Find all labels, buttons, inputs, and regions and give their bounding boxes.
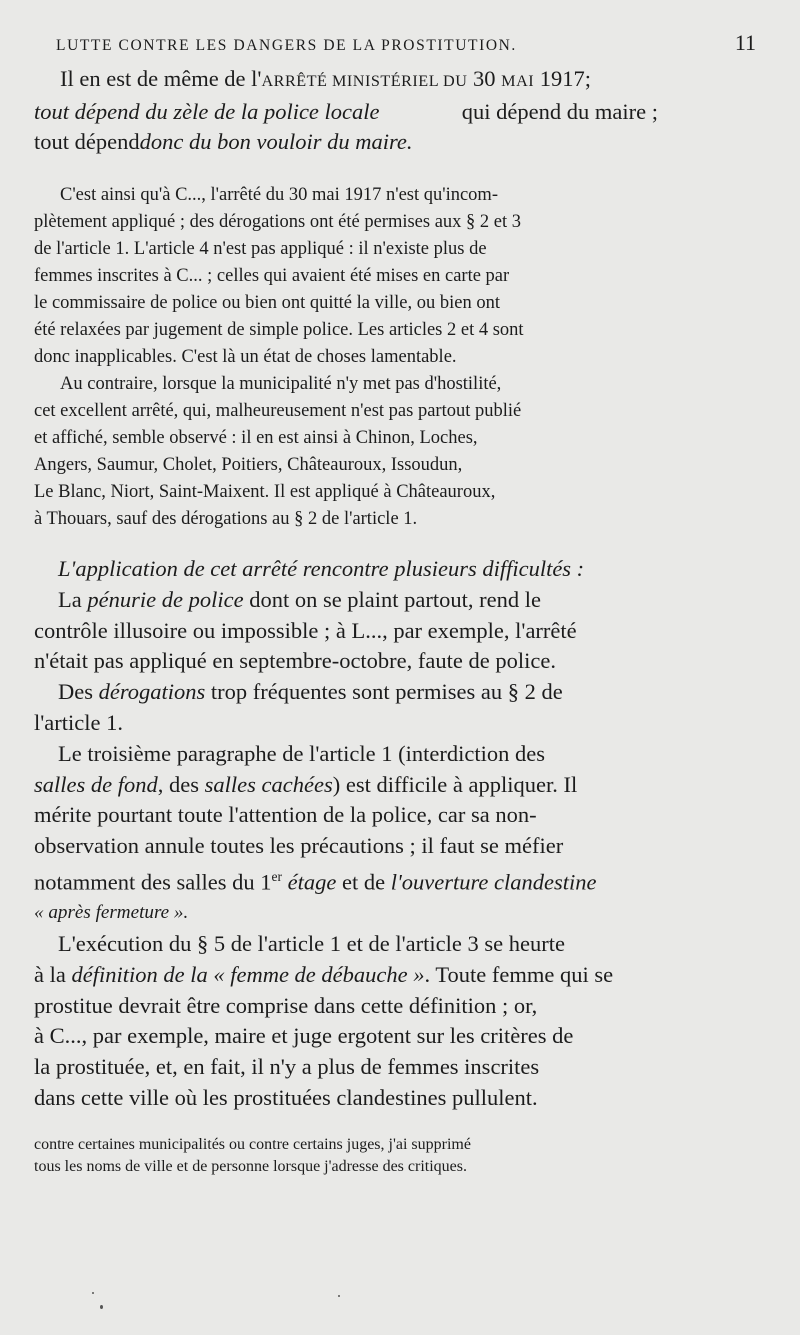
small-caps-run: ARRÊTÉ MINISTÉRIEL DU (261, 72, 468, 90)
italic-run: l'ouverture clandestine (390, 869, 597, 895)
text-line: été relaxées par jugement de simple police. Les articles 2 et 4 sont (34, 320, 524, 340)
small-caps-run: MAI (501, 72, 535, 90)
text-line: la prostituée, et, en fait, il n'y a plus de femmes inscrites (34, 1054, 540, 1080)
section-heading (34, 554, 658, 585)
text-run: 1917; (534, 66, 592, 91)
italic-run: donc du bon vouloir du maire. (139, 129, 413, 154)
italic-run: tout dépend du zèle de la police locale (34, 98, 380, 124)
italic-run: dérogations (98, 679, 206, 705)
footnote-line: contre certaines municipalités ou contre certains juges, j'ai supprimé (34, 1136, 471, 1153)
report-paragraphs (34, 182, 658, 533)
text-line (34, 677, 658, 708)
text-line: Au contraire, lorsque la municipalité n'y met pas d'hostilité, (60, 374, 502, 394)
text-run: dont on se plaint partout, rend le (243, 586, 541, 612)
paper-speck (100, 1305, 103, 1309)
superscript: er (271, 868, 282, 884)
text-line: observation annule toutes les précautions ; il faut se méfier (34, 833, 564, 859)
text-line (34, 585, 658, 616)
text-line: contrôle illusoire ou impossible ; à L..., par exemple, l'arrêté (34, 617, 577, 643)
italic-run: définition de la « femme de débauche » (71, 961, 425, 987)
text-line: Le troisième paragraphe de l'article 1 (interdiction des (58, 740, 545, 766)
text-line: Angers, Saumur, Cholet, Poitiers, Châteauroux, Issoudun, (34, 455, 463, 475)
text-run: ) est difficile à appliquer. Il (332, 771, 578, 797)
text-line (34, 898, 658, 929)
text-line: femmes inscrites à C... ; celles qui avaient été mises en carte par (34, 266, 510, 286)
footnote-line: tous les noms de ville et de personne lorsque j'adresse des critiques. (34, 1158, 467, 1175)
text-line: l'article 1. (34, 709, 124, 735)
text-run: et de (336, 869, 391, 895)
paper-speck (92, 1292, 94, 1294)
text-line: de l'article 1. L'article 4 n'est pas appliqué : il n'existe plus de (34, 239, 487, 259)
text-run: Il en est de même de l' (60, 66, 262, 91)
text-run: 30 (467, 66, 502, 91)
text-line (34, 862, 658, 898)
footnote (34, 1134, 658, 1178)
text-run: La (58, 586, 88, 612)
italic-run: salles cachées (204, 771, 333, 797)
text-run: qui dépend du maire ; (461, 98, 658, 124)
difficulties-section (34, 554, 658, 1114)
text-line: cet excellent arrêté, qui, malheureusement n'est pas partout publié (34, 401, 522, 421)
page-number: 11 (734, 30, 756, 55)
text-line (34, 127, 658, 158)
text-line (34, 960, 658, 991)
running-header (56, 30, 756, 60)
text-line: prostitue devrait être comprise dans cette définition ; or, (34, 992, 538, 1018)
running-title: LUTTE CONTRE LES DANGERS DE LA PROSTITUTION. (56, 37, 517, 54)
paper-speck (338, 1295, 340, 1297)
text-line: dans cette ville où les prostituées clandestines pullulent. (34, 1085, 538, 1111)
text-line: mérite pourtant toute l'attention de la police, car sa non- (34, 802, 537, 828)
text-run: . Toute femme qui se (424, 961, 614, 987)
text-line: Le Blanc, Niort, Saint-Maixent. Il est appliqué à Châteauroux, (34, 482, 496, 502)
text-run: notamment des salles du 1 (34, 869, 272, 895)
text-run: Des (58, 679, 99, 705)
italic-run: « après fermeture ». (34, 902, 189, 924)
text-line: plètement appliqué ; des dérogations ont été permises aux § 2 et 3 (34, 212, 522, 232)
text-run: à la (34, 961, 72, 987)
text-line: à Thouars, sauf des dérogations au § 2 de l'article 1. (34, 509, 418, 529)
text-run: tout dépend (34, 129, 140, 154)
text-run: trop fréquentes sont permises au § 2 de (205, 679, 563, 705)
italic-run: étage (281, 869, 337, 895)
text-line: n'était pas appliqué en septembre-octobre, faute de police. (34, 648, 556, 674)
text-line: L'exécution du § 5 de l'article 1 et de l'article 3 se heurte (58, 931, 565, 957)
text-line: donc inapplicables. C'est là un état de choses lamentable. (34, 347, 457, 367)
italic-run: salles de fond (34, 771, 158, 797)
text-line (34, 64, 658, 97)
intro-paragraph (34, 64, 658, 158)
text-line: le commissaire de police ou bien ont quitté la ville, ou bien ont (34, 293, 500, 313)
text-line: C'est ainsi qu'à C..., l'arrêté du 30 mai 1917 n'est qu'incom- (60, 185, 498, 205)
text-line (34, 97, 658, 128)
italic-run: pénurie de police (87, 586, 244, 612)
text-line: à C..., par exemple, maire et juge ergotent sur les critères de (34, 1023, 574, 1049)
text-run: , des (157, 771, 205, 797)
italic-run: L'application de cet arrêté rencontre plusieurs difficultés : (58, 556, 585, 581)
text-line (34, 770, 658, 801)
text-line: et affiché, semble observé : il en est ainsi à Chinon, Loches, (34, 428, 478, 448)
